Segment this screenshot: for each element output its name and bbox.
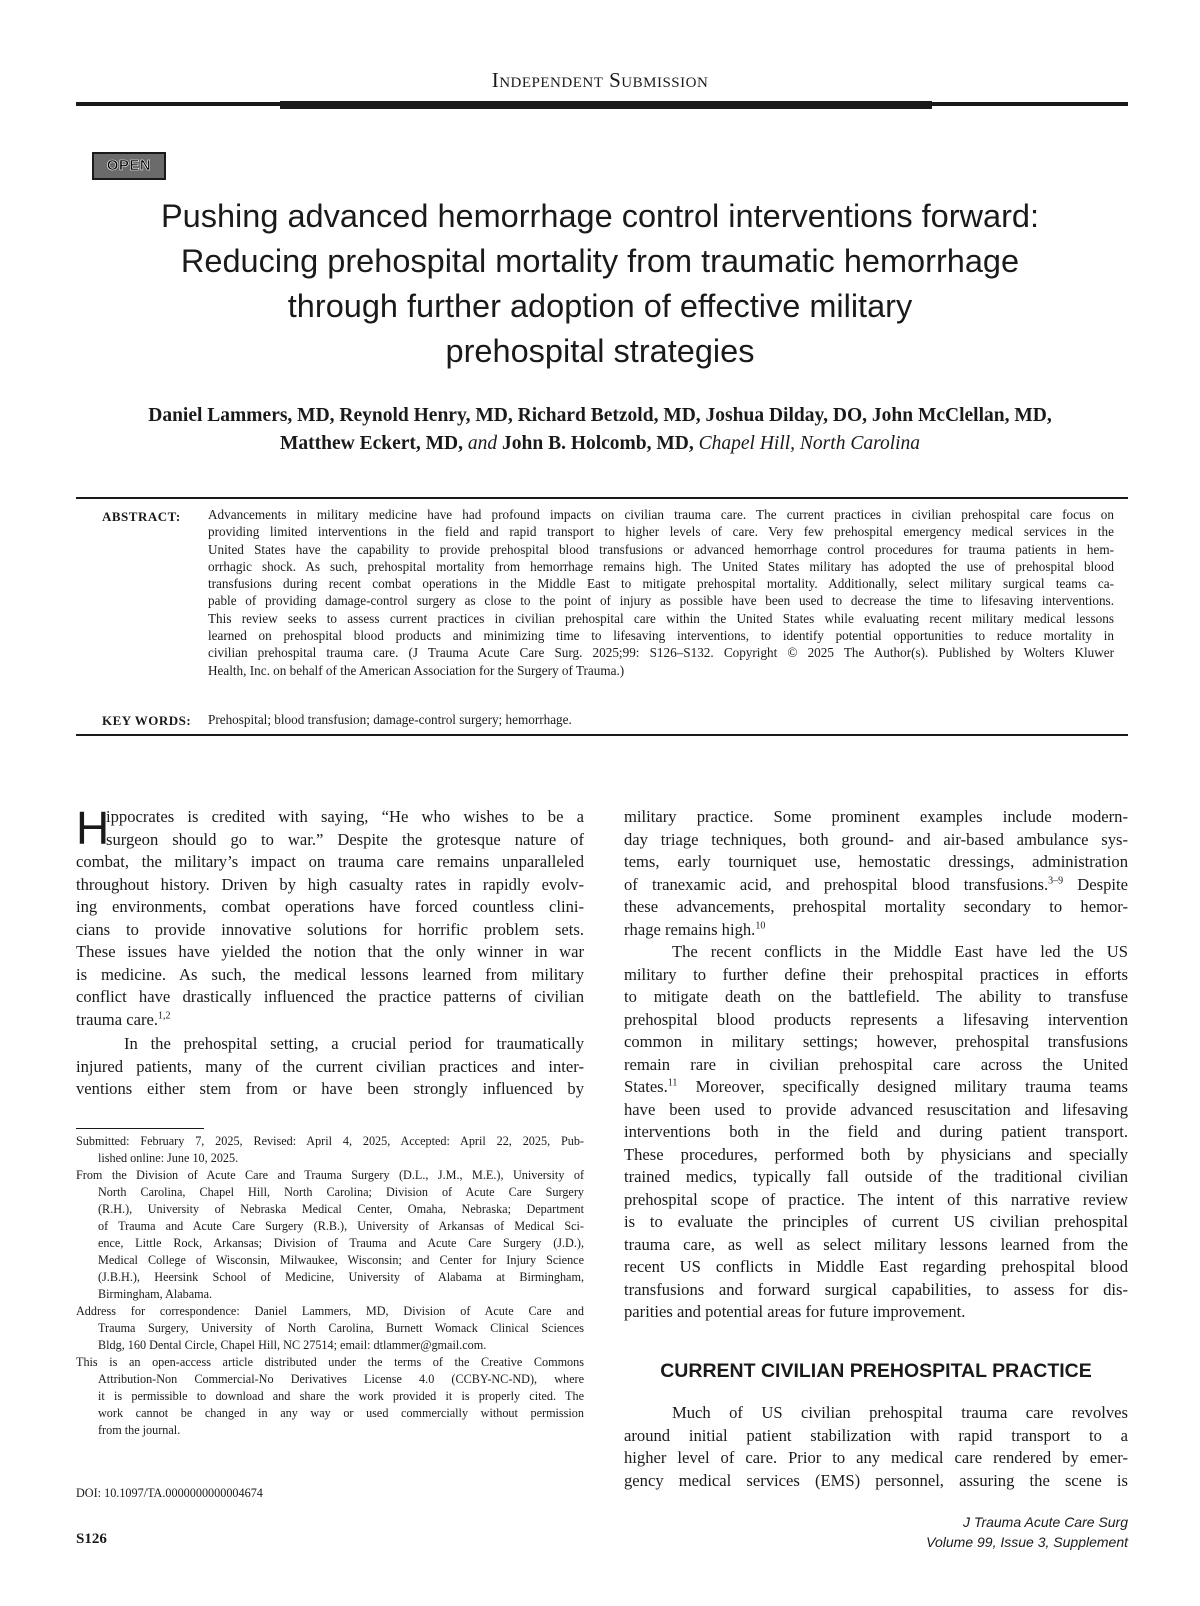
keywords-label: KEY WORDS: [102,713,192,728]
footnote-line: Medical College of Wisconsin, Milwaukee, Wisconsin; and Center for Injury Science [98,1253,584,1267]
body-column-left [76,802,584,1101]
author-and: and [467,433,498,454]
title-line: Reducing prehospital mortality from traumatic hemorrhage [180,243,1020,279]
footnote-dates [76,1133,584,1167]
footnote-line: Submitted: February 7, 2025, Revised: April 4, 2025, Accepted: April 22, 2025, Pub- [76,1134,584,1148]
footnote-line: work cannot be changed in any way or used commercially without permission [98,1406,584,1420]
body-line: common in military settings; however, prehospital transfusions [624,1032,1128,1051]
page-number: S126 [76,1531,107,1547]
citation: 11 [667,1077,678,1089]
body-line: military practice. Some prominent examples include modern- [624,807,1128,826]
abstract-label: ABSTRACT: [102,509,181,524]
body-text: Despite [1063,874,1128,894]
author-line-1: Daniel Lammers, MD, Reynold Henry, MD, Richard Betzold, MD, Joshua Dilday, DO, John McClellan, MD, [148,405,1052,426]
citation: 1,2 [158,1009,171,1021]
body-line: is medicine. As such, the medical lessons learned from military [76,964,584,984]
journal-volume: Volume 99, Issue 3, Supplement [926,1534,1128,1550]
body-line: These procedures, performed both by physicians and specially [624,1144,1128,1164]
footnote-line: (R.H.), University of Nebraska Medical Center, Omaha, Nebraska; Department [98,1202,584,1216]
body-line: In the prehospital setting, a crucial period for traumatically [124,1034,584,1053]
abstract-line: civilian prehospital trauma care. (J Trauma Acute Care Surg. 2025;99: S126–S132. Copyright © 2025 The Author(s). Published by Wolters Kluwer [208,645,1114,661]
footnote-affiliations [76,1167,584,1303]
section-header: Independent Submission [491,68,709,92]
drop-cap: H [76,802,110,854]
author-location: Chapel Hill, North Carolina [698,433,921,454]
abstract-line: orrhagic shock. As such, prehospital mortality from hemorrhage remains high. The United States military has adopted the use of prehospital blood [208,558,1114,574]
body-text: States. [624,1077,668,1096]
body-column-right-continued [624,1402,1128,1492]
abstract-line: Advancements in military medicine have had profound impacts on civilian trauma care. The current practices in civilian prehospital care focus on [208,507,1114,522]
abstract-line: transfusions during recent combat operations in the Middle East to mitigate prehospital mortality. Additionally, select military surgical teams ca- [208,576,1114,592]
abstract-line: providing limited interventions in the field and rapid transport to higher levels of care. Very few prehospital emergency medical services in the [208,524,1114,540]
title-line: prehospital strategies [445,333,755,369]
footnote-line: Attribution-Non Commercial-No Derivatives License 4.0 (CCBY-NC-ND), where [98,1372,584,1386]
body-text: rhage remains high. [624,919,756,939]
body-line: around initial patient stabilization with rapid transport to a [624,1425,1128,1445]
body-line: these advancements, prehospital mortality secondary to hemor- [624,897,1128,916]
doi[interactable]: DOI: 10.1097/TA.0000000000004674 [76,1486,263,1500]
footnote-line: of Trauma and Acute Care Surgery (R.B.), University of Arkansas of Medical Sci- [98,1219,584,1233]
body-text: trauma care. [76,1009,158,1029]
body-text: Moreover, specifically designed military trauma teams [677,1077,1128,1096]
journal-name: J Trauma Acute Care Surg [963,1514,1128,1530]
body-line [624,1076,1128,1099]
body-line: to mitigate death on the battlefield. The ability to transfuse [624,987,1128,1006]
footnote-license [76,1354,584,1439]
footnote-line: ence, Little Rock, Arkansas; Division of Trauma and Acute Care Surgery (J.D.), [98,1236,584,1250]
body-line: is to evaluate the principles of current US civilian prehospital [624,1212,1128,1231]
body-line: transfusions and forward surgical capabilities, to assess for dis- [624,1279,1128,1299]
author-names-a: Matthew Eckert, MD, [279,433,463,454]
footnote-line: Bldg, 160 Dental Circle, Chapel Hill, NC 27514; email: dtlammer@gmail.com. [98,1338,487,1352]
body-line: have been used to provide advanced resuscitation and lifesaving [624,1099,1128,1119]
body-line: day triage techniques, both ground- and air-based ambulance sys- [624,829,1128,849]
body-line: These issues have yielded the notion that the only winner in war [76,942,584,961]
body-line: cians to provide innovative solutions for horrific problem sets. [76,919,584,939]
citation: 10 [755,919,766,931]
abstract-line: Health, Inc. on behalf of the American Association for the Surgery of Trauma.) [208,662,625,678]
title-line: through further adoption of effective military [287,288,913,324]
abstract-line: pable of providing damage-control surgery as close to the point of injury as possible have been used to decrease the time to lifesaving interventions. [208,593,1114,609]
body-line: parities and potential areas for future improvement. [624,1302,966,1321]
body-line: throughout history. Driven by high casualty rates in rapidly evolv- [76,874,584,894]
body-line: conflict have drastically influenced the practice patterns of civilian [76,987,584,1006]
body-line: Much of US civilian prehospital trauma care revolves [672,1403,1128,1422]
footnote-line: From the Division of Acute Care and Trauma Surgery (D.L., J.M., M.E.), University of [76,1168,584,1182]
body-line: prehospital blood products represents a lifesaving intervention [624,1009,1128,1029]
article-title [60,194,1140,374]
body-line: trained medics, typically fall outside of the traditional civilian [624,1167,1128,1186]
author-list [60,402,1140,458]
body-line [624,919,1128,942]
keywords: Prehospital; blood transfusion; damage-control surgery; hemorrhage. [208,712,572,727]
body-line: interventions both in the field and during patient transport. [624,1122,1128,1141]
header-rule-accent [280,101,932,109]
body-line: higher level of care. Prior to any medical care rendered by emer- [624,1448,1128,1467]
abstract-body [208,506,1114,679]
footnote-line: Birmingham, Alabama. [98,1287,213,1301]
body-line: injured patients, many of the current civilian practices and inter- [76,1056,584,1076]
citation: 3–9 [1048,874,1064,886]
body-line: tems, early tourniquet use, hemostatic dressings, administration [624,852,1128,871]
author-names-b: John B. Holcomb, MD, [502,433,694,454]
body-line: The recent conflicts in the Middle East have led the US [672,942,1128,961]
body-line: military to further define their prehospital practices in efforts [624,964,1128,984]
footnote-line: lished online: June 10, 2025. [98,1151,239,1165]
footnote-line: Address for correspondence: Daniel Lammers, MD, Division of Acute Care and [76,1304,584,1318]
author-line-2 [60,430,1140,458]
footnote-line: (J.B.H.), Heersink School of Medicine, University of Alabama at Birmingham, [98,1270,584,1284]
body-line: remain rare in civilian prehospital care across the United [624,1054,1128,1074]
footnote-line: from the journal. [98,1423,181,1437]
body-line: ippocrates is credited with saying, “He who wishes to be a [106,807,584,826]
abstract-rule-top [76,497,1128,499]
body-line: combat, the military’s impact on trauma care remains unparalleled [76,852,584,871]
body-line: recent US conflicts in Middle East regarding prehospital blood [624,1257,1128,1276]
body-text: of tranexamic acid, and prehospital blood transfusions. [624,874,1049,894]
body-line [76,1009,584,1032]
footnote-rule [76,1128,204,1129]
body-line [624,874,1128,897]
body-line: ventions either stem from or have been strongly influenced by [76,1079,584,1098]
journal-footer [926,1512,1128,1552]
body-line: gency medical services (EMS) personnel, assuring the scene is [624,1470,1128,1490]
abstract-line: This review seeks to assess current practices in civilian prehospital care within the United States while evaluating recent military medical lessons [208,610,1114,626]
footnote-line: Trauma Surgery, University of North Carolina, Burnett Womack Clinical Sciences [98,1321,584,1335]
abstract-line: learned on prehospital blood products and minimizing time to lifesaving interventions, to identify potential opportunities to reduce mortality in [208,628,1114,644]
body-line: prehospital scope of practice. The intent of this narrative review [624,1189,1128,1209]
open-access-badge [92,152,166,180]
title-line: Pushing advanced hemorrhage control interventions forward: [160,198,1039,234]
body-line: trauma care, as well as select military lessons learned from the [624,1234,1128,1254]
open-access-label: OPEN [106,157,152,174]
body-line: ing environments, combat operations have forced countless clini- [76,897,584,916]
footnote-correspondence [76,1303,584,1354]
abstract-rule-bottom [76,734,1128,736]
body-column-right [624,806,1128,1324]
footnotes [76,1133,584,1439]
footnote-line: it is permissible to download and share the work provided it is properly cited. The [98,1389,584,1403]
section-heading: CURRENT CIVILIAN PREHOSPITAL PRACTICE [660,1360,1092,1382]
footnote-line: This is an open-access article distributed under the terms of the Creative Commons [76,1355,584,1369]
abstract-line: United States have the capability to provide prehospital blood transfusions or advanced hemorrhage control procedures for trauma patients in hem- [208,541,1114,557]
body-line: surgeon should go to war.” Despite the grotesque nature of [106,829,584,849]
footnote-line: North Carolina, Chapel Hill, North Carolina; Division of Acute Care Surgery [98,1185,584,1199]
